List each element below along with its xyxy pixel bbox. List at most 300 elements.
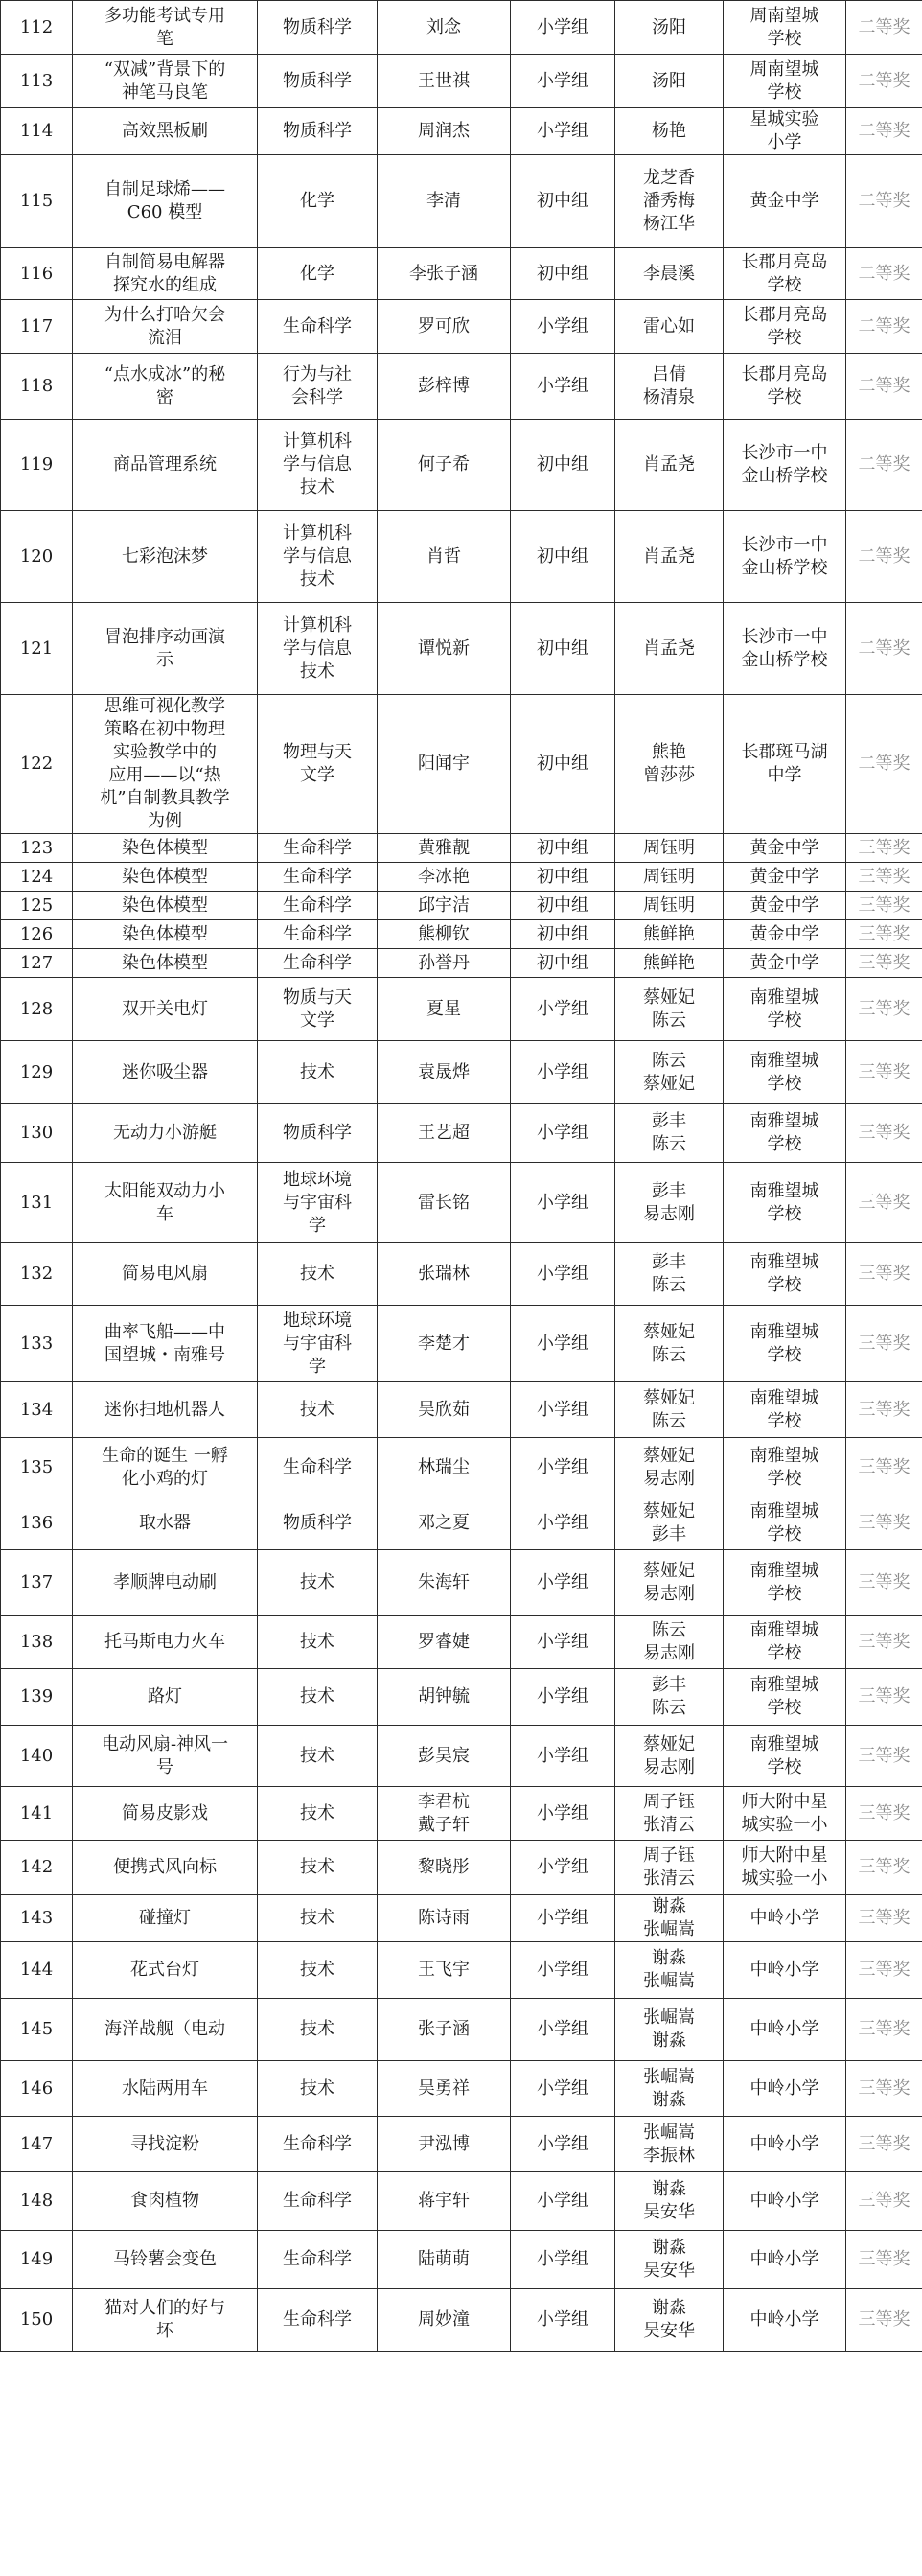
school-cell: 南雅望城 学校 [724, 1497, 846, 1550]
group-cell: 初中组 [511, 949, 615, 978]
teacher-cell: 张崛嵩 李振林 [615, 2117, 724, 2172]
table-row [1, 155, 922, 248]
school-cell: 师大附中星 城实验一小 [724, 1841, 846, 1895]
table-row [1, 300, 922, 354]
work-title-cell: 路灯 [73, 1669, 258, 1726]
category-cell: 技术 [258, 1382, 378, 1438]
row-number-cell: 116 [1, 248, 73, 300]
table-row [1, 1616, 922, 1669]
row-number-cell: 138 [1, 1616, 73, 1669]
teacher-cell: 汤阳 [615, 1, 724, 55]
award-cell: 三等奖 [846, 1669, 922, 1726]
category-cell: 技术 [258, 1243, 378, 1306]
row-number-cell: 142 [1, 1841, 73, 1895]
school-cell: 长沙市一中 金山桥学校 [724, 420, 846, 511]
author-cell: 谭悦新 [378, 603, 511, 695]
row-number-cell: 119 [1, 420, 73, 511]
table-row [1, 1942, 922, 1999]
award-cell: 三等奖 [846, 892, 922, 920]
teacher-cell: 肖孟尧 [615, 603, 724, 695]
school-cell: 南雅望城 学校 [724, 1243, 846, 1306]
category-cell: 技术 [258, 1787, 378, 1841]
author-cell: 王飞宇 [378, 1942, 511, 1999]
teacher-cell: 彭丰 陈云 [615, 1669, 724, 1726]
group-cell: 小学组 [511, 1942, 615, 1999]
teacher-cell: 熊鲜艳 [615, 920, 724, 949]
category-cell: 生命科学 [258, 892, 378, 920]
row-number-cell: 120 [1, 511, 73, 603]
author-cell: 何子希 [378, 420, 511, 511]
category-cell: 技术 [258, 1841, 378, 1895]
school-cell: 长郡月亮岛 学校 [724, 354, 846, 420]
table-row [1, 1306, 922, 1382]
teacher-cell: 熊艳 曾莎莎 [615, 695, 724, 834]
award-cell: 三等奖 [846, 1306, 922, 1382]
award-table-body [1, 1, 922, 2352]
school-cell: 黄金中学 [724, 155, 846, 248]
category-cell: 计算机科 学与信息 技术 [258, 511, 378, 603]
table-row [1, 892, 922, 920]
category-cell: 技术 [258, 1550, 378, 1616]
award-cell: 三等奖 [846, 1104, 922, 1163]
row-number-cell: 128 [1, 978, 73, 1041]
author-cell: 李楚才 [378, 1306, 511, 1382]
award-cell: 三等奖 [846, 863, 922, 892]
work-title-cell: 染色体模型 [73, 949, 258, 978]
category-cell: 地球环境 与宇宙科 学 [258, 1163, 378, 1243]
table-row [1, 1841, 922, 1895]
table-row [1, 2061, 922, 2117]
author-cell: 孙誉丹 [378, 949, 511, 978]
group-cell: 小学组 [511, 1104, 615, 1163]
category-cell: 技术 [258, 1942, 378, 1999]
award-cell: 三等奖 [846, 2117, 922, 2172]
award-cell: 三等奖 [846, 1787, 922, 1841]
table-row [1, 978, 922, 1041]
teacher-cell: 张崛嵩 谢淼 [615, 2061, 724, 2117]
category-cell: 生命科学 [258, 2231, 378, 2289]
school-cell: 黄金中学 [724, 920, 846, 949]
work-title-cell: 商品管理系统 [73, 420, 258, 511]
teacher-cell: 彭丰 陈云 [615, 1243, 724, 1306]
work-title-cell: 托马斯电力火车 [73, 1616, 258, 1669]
group-cell: 小学组 [511, 1787, 615, 1841]
award-cell: 三等奖 [846, 1550, 922, 1616]
teacher-cell: 彭丰 陈云 [615, 1104, 724, 1163]
teacher-cell: 周子钰 张清云 [615, 1841, 724, 1895]
group-cell: 初中组 [511, 695, 615, 834]
group-cell: 初中组 [511, 248, 615, 300]
award-cell: 二等奖 [846, 1, 922, 55]
author-cell: 刘念 [378, 1, 511, 55]
category-cell: 物质科学 [258, 55, 378, 108]
school-cell: 中岭小学 [724, 2172, 846, 2231]
category-cell: 技术 [258, 1616, 378, 1669]
table-row [1, 354, 922, 420]
table-row [1, 1999, 922, 2061]
author-cell: 吴勇祥 [378, 2061, 511, 2117]
author-cell: 王世祺 [378, 55, 511, 108]
school-cell: 南雅望城 学校 [724, 1438, 846, 1497]
group-cell: 小学组 [511, 1382, 615, 1438]
row-number-cell: 135 [1, 1438, 73, 1497]
category-cell: 生命科学 [258, 2172, 378, 2231]
award-cell: 三等奖 [846, 2172, 922, 2231]
group-cell: 小学组 [511, 55, 615, 108]
work-title-cell: 取水器 [73, 1497, 258, 1550]
work-title-cell: 电动风扇-神风一 号 [73, 1726, 258, 1787]
award-cell: 二等奖 [846, 603, 922, 695]
teacher-cell: 龙芝香 潘秀梅 杨江华 [615, 155, 724, 248]
award-cell: 三等奖 [846, 1497, 922, 1550]
author-cell: 熊柳钦 [378, 920, 511, 949]
group-cell: 初中组 [511, 511, 615, 603]
group-cell: 初中组 [511, 863, 615, 892]
work-title-cell: 染色体模型 [73, 920, 258, 949]
school-cell: 南雅望城 学校 [724, 1104, 846, 1163]
row-number-cell: 130 [1, 1104, 73, 1163]
author-cell: 黎晓彤 [378, 1841, 511, 1895]
group-cell: 小学组 [511, 2172, 615, 2231]
school-cell: 南雅望城 学校 [724, 1306, 846, 1382]
school-cell: 黄金中学 [724, 834, 846, 863]
group-cell: 初中组 [511, 834, 615, 863]
table-row [1, 949, 922, 978]
author-cell: 胡钟毓 [378, 1669, 511, 1726]
table-row [1, 1726, 922, 1787]
work-title-cell: 七彩泡沫梦 [73, 511, 258, 603]
group-cell: 小学组 [511, 1306, 615, 1382]
group-cell: 小学组 [511, 2289, 615, 2352]
author-cell: 阳闻宇 [378, 695, 511, 834]
row-number-cell: 127 [1, 949, 73, 978]
award-cell: 二等奖 [846, 155, 922, 248]
group-cell: 小学组 [511, 108, 615, 155]
author-cell: 朱海轩 [378, 1550, 511, 1616]
table-row [1, 603, 922, 695]
author-cell: 张瑞林 [378, 1243, 511, 1306]
teacher-cell: 谢淼 张崛嵩 [615, 1895, 724, 1942]
teacher-cell: 谢淼 吴安华 [615, 2172, 724, 2231]
category-cell: 生命科学 [258, 2117, 378, 2172]
teacher-cell: 陈云 易志刚 [615, 1616, 724, 1669]
table-row [1, 2289, 922, 2352]
school-cell: 长郡月亮岛 学校 [724, 248, 846, 300]
work-title-cell: 水陆两用车 [73, 2061, 258, 2117]
award-cell: 二等奖 [846, 248, 922, 300]
award-cell: 三等奖 [846, 1726, 922, 1787]
teacher-cell: 熊鲜艳 [615, 949, 724, 978]
work-title-cell: 猫对人们的好与 坏 [73, 2289, 258, 2352]
row-number-cell: 117 [1, 300, 73, 354]
work-title-cell: 染色体模型 [73, 863, 258, 892]
group-cell: 小学组 [511, 1497, 615, 1550]
table-row [1, 2117, 922, 2172]
row-number-cell: 113 [1, 55, 73, 108]
category-cell: 技术 [258, 1041, 378, 1104]
teacher-cell: 彭丰 易志刚 [615, 1163, 724, 1243]
school-cell: 周南望城 学校 [724, 55, 846, 108]
row-number-cell: 132 [1, 1243, 73, 1306]
award-cell: 三等奖 [846, 1895, 922, 1942]
work-title-cell: 多功能考试专用 笔 [73, 1, 258, 55]
teacher-cell: 蔡娅妃 易志刚 [615, 1438, 724, 1497]
school-cell: 黄金中学 [724, 892, 846, 920]
school-cell: 中岭小学 [724, 2061, 846, 2117]
work-title-cell: 简易电风扇 [73, 1243, 258, 1306]
group-cell: 小学组 [511, 2231, 615, 2289]
row-number-cell: 144 [1, 1942, 73, 1999]
teacher-cell: 蔡娅妃 彭丰 [615, 1497, 724, 1550]
work-title-cell: “双减”背景下的 神笔马良笔 [73, 55, 258, 108]
school-cell: 南雅望城 学校 [724, 1550, 846, 1616]
award-cell: 三等奖 [846, 1438, 922, 1497]
group-cell: 小学组 [511, 1999, 615, 2061]
table-row [1, 863, 922, 892]
author-cell: 陈诗雨 [378, 1895, 511, 1942]
award-cell: 三等奖 [846, 1841, 922, 1895]
work-title-cell: 寻找淀粉 [73, 2117, 258, 2172]
award-cell: 三等奖 [846, 1942, 922, 1999]
author-cell: 彭昊宸 [378, 1726, 511, 1787]
category-cell: 生命科学 [258, 1438, 378, 1497]
award-cell: 二等奖 [846, 695, 922, 834]
table-row [1, 55, 922, 108]
teacher-cell: 肖孟尧 [615, 511, 724, 603]
row-number-cell: 133 [1, 1306, 73, 1382]
author-cell: 邱宇洁 [378, 892, 511, 920]
school-cell: 南雅望城 学校 [724, 1163, 846, 1243]
school-cell: 周南望城 学校 [724, 1, 846, 55]
group-cell: 小学组 [511, 354, 615, 420]
table-row [1, 1669, 922, 1726]
award-cell: 三等奖 [846, 978, 922, 1041]
school-cell: 长郡月亮岛 学校 [724, 300, 846, 354]
work-title-cell: 为什么打哈欠会 流泪 [73, 300, 258, 354]
row-number-cell: 143 [1, 1895, 73, 1942]
row-number-cell: 112 [1, 1, 73, 55]
teacher-cell: 蔡娅妃 陈云 [615, 978, 724, 1041]
group-cell: 小学组 [511, 1895, 615, 1942]
work-title-cell: 思维可视化教学 策略在初中物理 实验教学中的 应用——以“热 机”自制教具教学 为例 [73, 695, 258, 834]
group-cell: 小学组 [511, 300, 615, 354]
category-cell: 计算机科 学与信息 技术 [258, 420, 378, 511]
row-number-cell: 137 [1, 1550, 73, 1616]
row-number-cell: 125 [1, 892, 73, 920]
table-row [1, 108, 922, 155]
work-title-cell: 生命的诞生 一孵 化小鸡的灯 [73, 1438, 258, 1497]
author-cell: 王艺超 [378, 1104, 511, 1163]
teacher-cell: 蔡娅妃 陈云 [615, 1382, 724, 1438]
table-row [1, 1, 922, 55]
school-cell: 南雅望城 学校 [724, 1669, 846, 1726]
teacher-cell: 蔡娅妃 易志刚 [615, 1550, 724, 1616]
school-cell: 南雅望城 学校 [724, 1382, 846, 1438]
row-number-cell: 146 [1, 2061, 73, 2117]
school-cell: 中岭小学 [724, 2117, 846, 2172]
author-cell: 李清 [378, 155, 511, 248]
work-title-cell: 无动力小游艇 [73, 1104, 258, 1163]
award-cell: 二等奖 [846, 55, 922, 108]
award-cell: 三等奖 [846, 2231, 922, 2289]
school-cell: 南雅望城 学校 [724, 1041, 846, 1104]
work-title-cell: 马铃薯会变色 [73, 2231, 258, 2289]
row-number-cell: 145 [1, 1999, 73, 2061]
work-title-cell: 便携式风向标 [73, 1841, 258, 1895]
teacher-cell: 周钰明 [615, 863, 724, 892]
teacher-cell: 杨艳 [615, 108, 724, 155]
work-title-cell: 迷你扫地机器人 [73, 1382, 258, 1438]
group-cell: 初中组 [511, 155, 615, 248]
award-cell: 三等奖 [846, 1382, 922, 1438]
table-row [1, 1163, 922, 1243]
row-number-cell: 147 [1, 2117, 73, 2172]
table-row [1, 1104, 922, 1163]
author-cell: 李冰艳 [378, 863, 511, 892]
group-cell: 小学组 [511, 1438, 615, 1497]
author-cell: 张子涵 [378, 1999, 511, 2061]
table-row [1, 695, 922, 834]
row-number-cell: 134 [1, 1382, 73, 1438]
award-cell: 三等奖 [846, 1163, 922, 1243]
teacher-cell: 蔡娅妃 陈云 [615, 1306, 724, 1382]
group-cell: 小学组 [511, 1041, 615, 1104]
table-row [1, 2172, 922, 2231]
table-row [1, 1382, 922, 1438]
row-number-cell: 123 [1, 834, 73, 863]
teacher-cell: 雷心如 [615, 300, 724, 354]
author-cell: 雷长铭 [378, 1163, 511, 1243]
award-cell: 二等奖 [846, 420, 922, 511]
teacher-cell: 肖孟尧 [615, 420, 724, 511]
group-cell: 初中组 [511, 603, 615, 695]
teacher-cell: 周子钰 张清云 [615, 1787, 724, 1841]
table-row [1, 1438, 922, 1497]
school-cell: 长沙市一中 金山桥学校 [724, 603, 846, 695]
category-cell: 物质科学 [258, 1497, 378, 1550]
work-title-cell: 海洋战舰（电动 [73, 1999, 258, 2061]
author-cell: 周润杰 [378, 108, 511, 155]
school-cell: 南雅望城 学校 [724, 1616, 846, 1669]
award-cell: 二等奖 [846, 108, 922, 155]
table-row [1, 2231, 922, 2289]
row-number-cell: 118 [1, 354, 73, 420]
school-cell: 中岭小学 [724, 1895, 846, 1942]
author-cell: 袁晟烨 [378, 1041, 511, 1104]
group-cell: 小学组 [511, 2117, 615, 2172]
school-cell: 长沙市一中 金山桥学校 [724, 511, 846, 603]
category-cell: 物质科学 [258, 108, 378, 155]
group-cell: 小学组 [511, 1550, 615, 1616]
group-cell: 小学组 [511, 1841, 615, 1895]
table-row [1, 1787, 922, 1841]
teacher-cell: 陈云 蔡娅妃 [615, 1041, 724, 1104]
school-cell: 黄金中学 [724, 949, 846, 978]
work-title-cell: 简易皮影戏 [73, 1787, 258, 1841]
author-cell: 蒋宇轩 [378, 2172, 511, 2231]
group-cell: 小学组 [511, 1163, 615, 1243]
category-cell: 地球环境 与宇宙科 学 [258, 1306, 378, 1382]
teacher-cell: 谢淼 张崛嵩 [615, 1942, 724, 1999]
group-cell: 初中组 [511, 920, 615, 949]
category-cell: 生命科学 [258, 834, 378, 863]
author-cell: 罗睿婕 [378, 1616, 511, 1669]
row-number-cell: 122 [1, 695, 73, 834]
category-cell: 技术 [258, 1669, 378, 1726]
author-cell: 尹泓博 [378, 2117, 511, 2172]
author-cell: 李君杭 戴子轩 [378, 1787, 511, 1841]
category-cell: 行为与社 会科学 [258, 354, 378, 420]
work-title-cell: 碰撞灯 [73, 1895, 258, 1942]
work-title-cell: “点水成冰”的秘 密 [73, 354, 258, 420]
author-cell: 李张子涵 [378, 248, 511, 300]
row-number-cell: 141 [1, 1787, 73, 1841]
author-cell: 林瑞尘 [378, 1438, 511, 1497]
category-cell: 技术 [258, 1726, 378, 1787]
school-cell: 中岭小学 [724, 2231, 846, 2289]
school-cell: 中岭小学 [724, 1942, 846, 1999]
work-title-cell: 染色体模型 [73, 892, 258, 920]
work-title-cell: 迷你吸尘器 [73, 1041, 258, 1104]
group-cell: 小学组 [511, 1616, 615, 1669]
table-row [1, 1243, 922, 1306]
work-title-cell: 曲率飞船——中 国望城・南雅号 [73, 1306, 258, 1382]
school-cell: 南雅望城 学校 [724, 978, 846, 1041]
school-cell: 中岭小学 [724, 2289, 846, 2352]
category-cell: 生命科学 [258, 949, 378, 978]
work-title-cell: 太阳能双动力小 车 [73, 1163, 258, 1243]
row-number-cell: 148 [1, 2172, 73, 2231]
table-row [1, 920, 922, 949]
teacher-cell: 周钰明 [615, 834, 724, 863]
row-number-cell: 140 [1, 1726, 73, 1787]
table-row [1, 420, 922, 511]
school-cell: 星城实验 小学 [724, 108, 846, 155]
award-cell: 三等奖 [846, 2289, 922, 2352]
row-number-cell: 131 [1, 1163, 73, 1243]
author-cell: 吴欣茹 [378, 1382, 511, 1438]
category-cell: 技术 [258, 1999, 378, 2061]
row-number-cell: 124 [1, 863, 73, 892]
school-cell: 长郡斑马湖 中学 [724, 695, 846, 834]
row-number-cell: 150 [1, 2289, 73, 2352]
award-cell: 三等奖 [846, 1999, 922, 2061]
work-title-cell: 花式台灯 [73, 1942, 258, 1999]
table-row [1, 1041, 922, 1104]
row-number-cell: 121 [1, 603, 73, 695]
category-cell: 物质科学 [258, 1104, 378, 1163]
row-number-cell: 114 [1, 108, 73, 155]
author-cell: 彭梓博 [378, 354, 511, 420]
table-row [1, 1497, 922, 1550]
group-cell: 小学组 [511, 1243, 615, 1306]
award-cell: 三等奖 [846, 834, 922, 863]
teacher-cell: 周钰明 [615, 892, 724, 920]
teacher-cell: 汤阳 [615, 55, 724, 108]
award-cell: 三等奖 [846, 949, 922, 978]
category-cell: 计算机科 学与信息 技术 [258, 603, 378, 695]
school-cell: 中岭小学 [724, 1999, 846, 2061]
group-cell: 小学组 [511, 1, 615, 55]
school-cell: 师大附中星 城实验一小 [724, 1787, 846, 1841]
category-cell: 化学 [258, 155, 378, 248]
row-number-cell: 139 [1, 1669, 73, 1726]
school-cell: 黄金中学 [724, 863, 846, 892]
award-cell: 三等奖 [846, 1616, 922, 1669]
teacher-cell: 吕倩 杨清泉 [615, 354, 724, 420]
award-cell: 三等奖 [846, 2061, 922, 2117]
table-row [1, 1550, 922, 1616]
